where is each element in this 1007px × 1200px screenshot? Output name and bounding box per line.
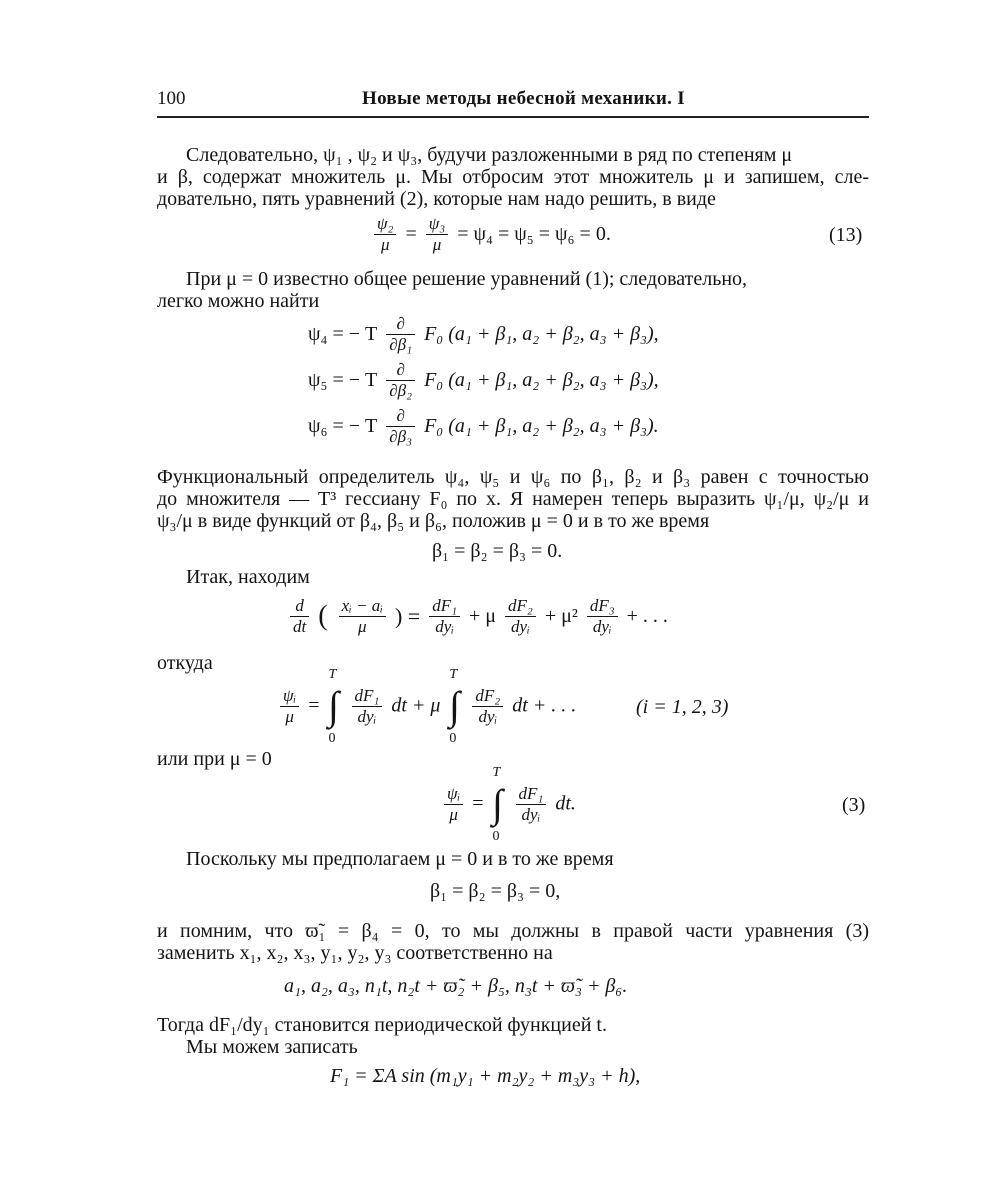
equation-fourier: F₁ = ΣA sin (m₁y₁ + m₂y₂ + m₃y₃ + h), bbox=[330, 1065, 641, 1087]
fraction-psi-i-mu: $\frac{\text{ψᵢ}}{\mu}$ bbox=[280, 686, 299, 727]
paragraph-2-line-1: При μ = 0 известно общее решение уравнений (1); следовательно, bbox=[186, 268, 748, 290]
paragraph-5-line-1: и помним, что ϖ̃₁ = β₄ = 0, то мы должны в правой части уравнения (3) bbox=[157, 920, 869, 942]
fraction-psi3-mu: $\frac{\text{ψ₃}}{\mu}$ bbox=[426, 214, 448, 255]
equation-beta-zero-2: β₁ = β₂ = β₃ = 0, bbox=[430, 880, 561, 902]
paragraph-1-line-1: Следовательно, ψ₁ , ψ₂ и ψ₃, будучи разложенными в ряд по степеням μ bbox=[186, 144, 793, 166]
paragraph-2-line-2: легко можно найти bbox=[157, 290, 320, 312]
paragraph-6: Тогда dF₁/dy₁ становится периодической функцией t. bbox=[157, 1014, 607, 1036]
partial-beta1: $\frac{\partial}{\text{∂β₁}}$ bbox=[386, 314, 415, 355]
paragraph-1-line-2: и β, содержат множитель μ. Мы отбросим этот множитель μ и запишем, сле- bbox=[157, 166, 869, 188]
fraction-psi-i-mu-3: $\frac{\text{ψᵢ}}{\mu}$ bbox=[444, 784, 463, 825]
integral-sign-2: ∫ T 0 bbox=[448, 667, 460, 746]
integral-sign-1: ∫ T 0 bbox=[328, 667, 340, 746]
partial-beta3: $\frac{\partial}{\text{∂β₃}}$ bbox=[386, 406, 415, 447]
fraction-dF2-int: $\frac{\text{dF₂}}{\text{dyᵢ}}$ bbox=[472, 686, 503, 727]
equation-integral: $\frac{\text{ψᵢ}}{\mu}$ = ∫ T 0 $\frac{\text{dF₁}}{\text{dyᵢ}}$ dt + μ ∫ T 0 $\frac{\text{dF₂}}{\text{dyᵢ}}$ dt + . . . bbox=[276, 676, 576, 736]
integral-sign-3: ∫ T 0 bbox=[492, 765, 504, 844]
equation-psi6: ψ₆ = − T $\frac{\partial}{\text{∂β₃}}$ F₀ (a₁ + β₁, a₂ + β₂, a₃ + β₃). bbox=[308, 406, 659, 446]
paragraph-3-line-3: ψ₃/μ в виде функций от β₄, β₅ и β₆, положив μ = 0 и в то же время bbox=[157, 510, 710, 532]
itak-line: Итак, находим bbox=[186, 566, 310, 588]
fraction-psi2-mu: $\frac{\text{ψ₂}}{\mu}$ bbox=[374, 214, 396, 255]
partial-beta2: $\frac{\partial}{\text{∂β₂}}$ bbox=[386, 360, 415, 401]
ili-line: или при μ = 0 bbox=[157, 748, 272, 770]
fraction-dF3: $\frac{\text{dF₃}}{\text{dyᵢ}}$ bbox=[587, 596, 618, 637]
fraction-d-dt: $\frac{d}{dt}$ bbox=[290, 596, 309, 637]
equation-number-3: (3) bbox=[842, 794, 866, 816]
fraction-x-minus-a: $\frac{\text{xᵢ − aᵢ}}{\mu}$ bbox=[339, 596, 386, 637]
paragraph-3-line-2: до множителя — T³ гессиану F₀ по x. Я намерен теперь выразить ψ₁/μ, ψ₂/μ и bbox=[157, 488, 869, 510]
paragraph-4: Поскольку мы предполагаем μ = 0 и в то же время bbox=[186, 848, 614, 870]
otkuda-line: откуда bbox=[157, 652, 213, 674]
equation-13: $\frac{\text{ψ₂}}{\mu}$ = $\frac{\text{ψ₃}}{\mu}$ = ψ₄ = ψ₅ = ψ₆ = 0. bbox=[370, 214, 611, 255]
paragraph-3-line-1: Функциональный определитель ψ₄, ψ₅ и ψ₆ по β₁, β₂ и β₃ равен с точностью bbox=[157, 466, 869, 488]
fraction-dF1-int: $\frac{\text{dF₁}}{\text{dyᵢ}}$ bbox=[352, 686, 383, 727]
equation-derivative: $\frac{d}{dt}$ ( $\frac{\text{xᵢ − aᵢ}}{\mu}$ ) = $\frac{\text{dF₁}}{\text{dyᵢ}}$ + μ $\frac{\text{dF₂}}{\text{dyᵢ}}$ + μ² $\frac{\text{dF₃}}{\text{dyᵢ}}$ + . . . bbox=[286, 596, 668, 637]
equation-number-13: (13) bbox=[829, 224, 863, 246]
equation-substitution: a₁, a₂, a₃, n₁t, n₂t + ϖ̃₂ + β₅, n₃t + ϖ̃₃ + β₆. bbox=[284, 975, 628, 997]
page-number: 100 bbox=[157, 88, 186, 109]
equation-psi4: ψ₄ = − T $\frac{\partial}{\text{∂β₁}}$ F₀ (a₁ + β₁, a₂ + β₂, a₃ + β₃), bbox=[308, 314, 659, 354]
paragraph-1-line-3: довательно, пять уравнений (2), которые нам надо решить, в виде bbox=[157, 188, 716, 210]
fraction-dF1: $\frac{\text{dF₁}}{\text{dyᵢ}}$ bbox=[429, 596, 460, 637]
equation-psi5: ψ₅ = − T $\frac{\partial}{\text{∂β₂}}$ F₀ (a₁ + β₁, a₂ + β₂, a₃ + β₃), bbox=[308, 360, 659, 400]
equation-13-rest: = ψ₄ = ψ₅ = ψ₆ = 0. bbox=[457, 223, 611, 245]
fraction-dF2: $\frac{\text{dF₂}}{\text{dyᵢ}}$ bbox=[505, 596, 536, 637]
paragraph-7: Мы можем записать bbox=[186, 1036, 358, 1058]
equation-3: $\frac{\text{ψᵢ}}{\mu}$ = ∫ T 0 $\frac{\text{dF₁}}{\text{dyᵢ}}$ dt. bbox=[440, 774, 576, 834]
fraction-dF1-eq3: $\frac{\text{dF₁}}{\text{dyᵢ}}$ bbox=[516, 784, 547, 825]
equation-beta-zero-1: β₁ = β₂ = β₃ = 0. bbox=[432, 540, 563, 562]
index-condition: (i = 1, 2, 3) bbox=[636, 696, 729, 718]
paragraph-5-line-2: заменить x₁, x₂, x₃, y₁, y₂, y₃ соответственно на bbox=[157, 942, 553, 964]
running-title: Новые методы небесной механики. I bbox=[362, 88, 685, 109]
header-rule bbox=[157, 116, 869, 118]
running-header bbox=[157, 88, 869, 112]
